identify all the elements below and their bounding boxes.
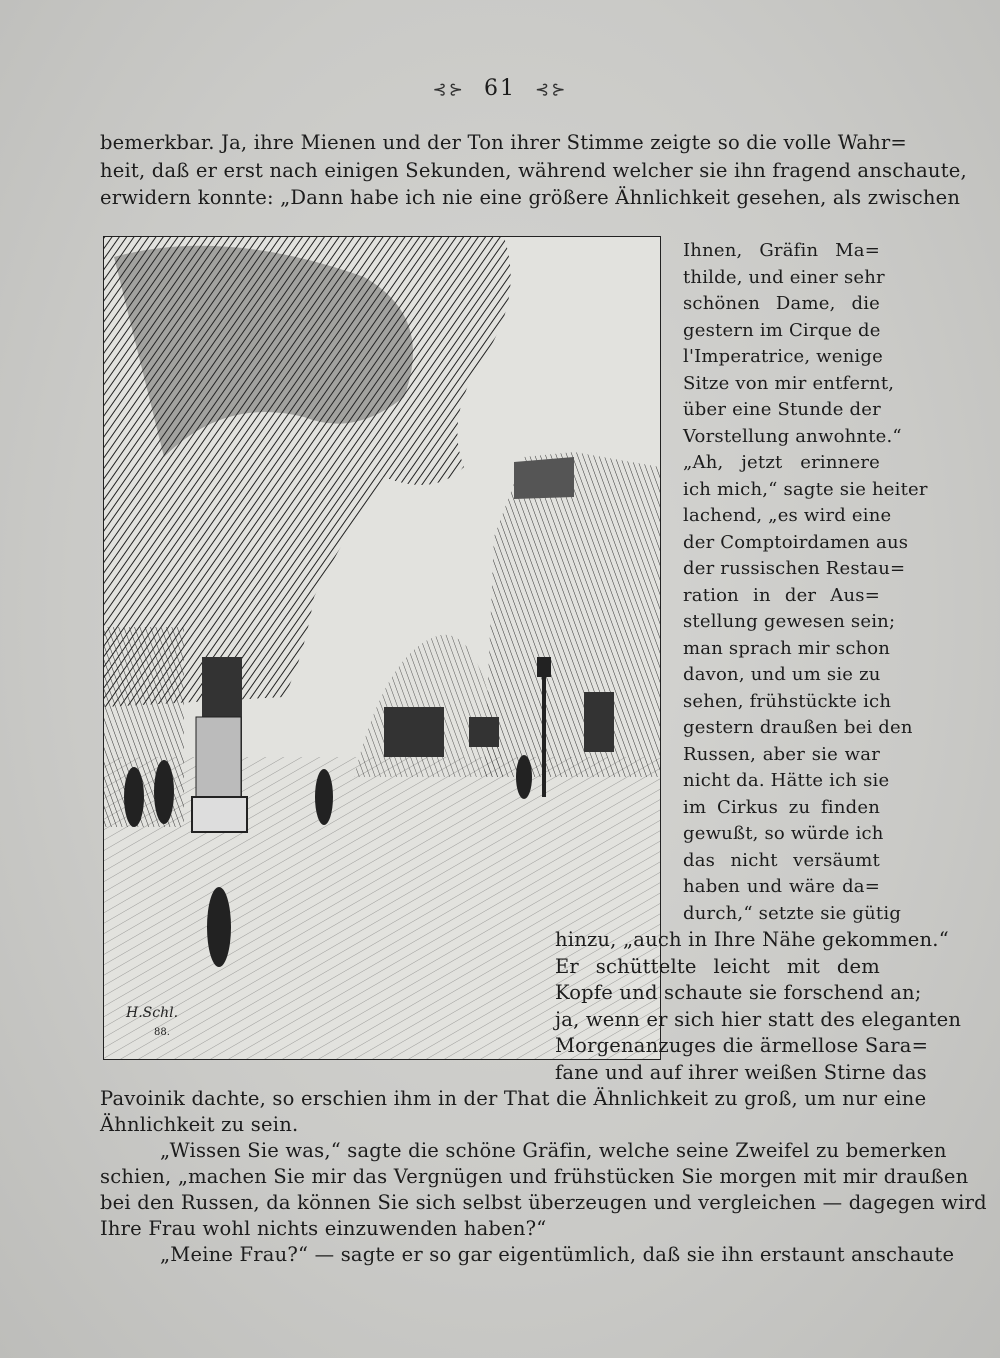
text-line: im Cirkus zu finden: [683, 796, 880, 818]
text-line: Russen, aber sie war: [683, 743, 880, 765]
text-line: Sitze von mir entfernt,: [683, 372, 895, 394]
text-line: gestern draußen bei den: [683, 717, 913, 738]
text-line: „Meine Frau?“ — sagte er so gar eigentümlich, daß sie ihn erstaunt anschaute: [160, 1243, 955, 1266]
text-line: Ihre Frau wohl nichts einzuwenden haben?“: [100, 1217, 547, 1240]
page-number: 61: [484, 76, 516, 101]
text-line: sehen, frühstückte ich: [683, 690, 892, 712]
text-line: ich mich,“ sagte sie heiter: [683, 478, 928, 500]
text-line: erwidern konnte: „Dann habe ich nie eine größere Ähnlichkeit gesehen, als zwischen: [100, 186, 961, 209]
text-line: der Comptoirdamen aus: [683, 531, 909, 553]
text-line: davon, und um sie zu: [683, 664, 881, 685]
text-line: bei den Russen, da können Sie sich selbst überzeugen und vergleichen — dagegen wird: [100, 1191, 987, 1214]
text-line: heit, daß er erst nach einigen Sekunden, während welcher sie ihn fragend anschaute,: [100, 159, 967, 182]
text-line: „Ah, jetzt erinnere: [683, 452, 880, 473]
text-line: Er schüttelte leicht mit dem: [555, 954, 880, 978]
text-line: man sprach mir schon: [683, 637, 891, 659]
text-line: stellung gewesen sein;: [683, 611, 896, 632]
page-header: [0, 76, 1000, 101]
text-line: l'Imperatrice, wenige: [683, 346, 883, 367]
text-line: ja, wenn er sich hier statt des eleganten: [555, 1007, 962, 1031]
text-line: haben und wäre da=: [683, 876, 880, 897]
text-line: hinzu, „auch in Ihre Nähe gekommen.“: [555, 928, 949, 951]
text-line: durch,“ setzte sie gütig: [683, 902, 902, 924]
text-line: gewußt, so würde ich: [683, 823, 884, 844]
text-line: Vorstellung anwohnte.“: [683, 425, 902, 447]
text-line: das nicht versäumt: [683, 849, 880, 871]
text-line: thilde, und einer sehr: [683, 266, 885, 288]
text-line: der russischen Restau=: [683, 558, 906, 579]
text-line: Ihnen, Gräfin Ma=: [683, 240, 880, 261]
text-line: schönen Dame, die: [683, 293, 880, 314]
ornament-right-icon: ⊰⊱: [535, 80, 568, 100]
text-line: schien, „machen Sie mir das Vergnügen und frühstücken Sie morgen mit mir draußen: [100, 1165, 969, 1188]
text-line: bemerkbar. Ja, ihre Mienen und der Ton ihrer Stimme zeigte so die volle Wahr=: [100, 131, 907, 154]
text-line: über eine Stunde der: [683, 399, 881, 420]
text-line: Kopfe und schaute sie forschend an;: [555, 981, 922, 1004]
text-line: „Wissen Sie was,“ sagte die schöne Gräfin, welche seine Zweifel zu bemerken: [160, 1139, 947, 1162]
illustration-signature-year: 88.: [154, 1027, 170, 1038]
text-line: lachend, „es wird eine: [683, 505, 892, 526]
text-line: Ähnlichkeit zu sein.: [100, 1113, 299, 1136]
text-line: gestern im Cirque de: [683, 319, 881, 341]
text-line: ration in der Aus=: [683, 584, 880, 606]
illustration-signature: H.Schl.: [126, 1005, 179, 1021]
text-line: nicht da. Hätte ich sie: [683, 770, 890, 791]
ornament-left-icon: ⊰⊱: [432, 80, 465, 100]
text-line: Pavoinik dachte, so erschien ihm in der That die Ähnlichkeit zu groß, um nur eine: [100, 1087, 927, 1110]
text-line: fane und auf ihrer weißen Stirne das: [555, 1060, 927, 1084]
text-line: Morgenanzuges die ärmellose Sara=: [555, 1034, 929, 1057]
